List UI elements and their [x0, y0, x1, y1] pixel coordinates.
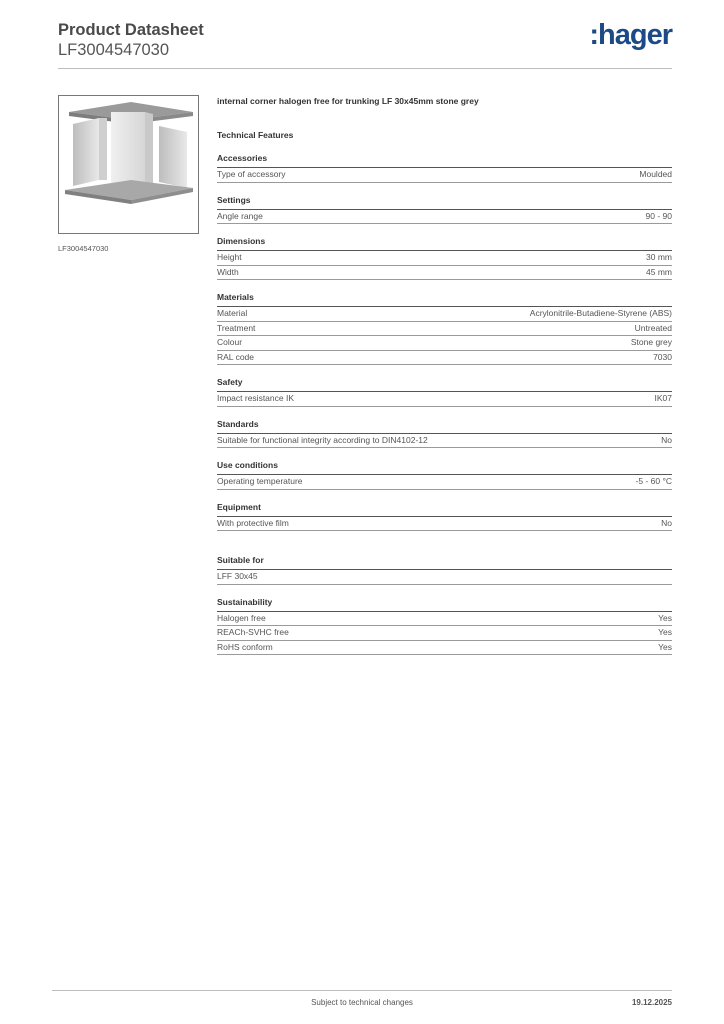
- section-safety: [217, 377, 672, 407]
- product-description: internal corner halogen free for trunking LF 30x45mm stone grey: [217, 96, 479, 106]
- section-accessories: [217, 153, 672, 183]
- feature-row: [217, 210, 672, 225]
- section-sustainability: [217, 597, 672, 656]
- feature-row: [217, 626, 672, 641]
- feature-value: Yes: [658, 612, 672, 623]
- corner-piece-illustration: [59, 96, 198, 233]
- section-use-conditions: [217, 460, 672, 490]
- section-title: Materials: [217, 292, 672, 307]
- product-code: LF3004547030: [58, 41, 170, 59]
- section-title: Sustainability: [217, 597, 672, 612]
- feature-row: [217, 434, 672, 449]
- feature-sections: [217, 153, 672, 655]
- section-dimensions: [217, 236, 672, 280]
- hager-logo: :hager: [589, 19, 672, 51]
- feature-value: Untreated: [634, 322, 672, 333]
- feature-label: Type of accessory: [217, 169, 286, 179]
- feature-value: No: [661, 517, 672, 528]
- feature-value: Yes: [658, 641, 672, 652]
- feature-label: RAL code: [217, 351, 255, 362]
- feature-label: Material: [217, 308, 248, 318]
- feature-row: [217, 641, 672, 656]
- feature-label: With protective film: [217, 517, 289, 528]
- feature-value: 90 - 90: [645, 210, 672, 221]
- feature-value: Acrylonitrile-Butadiene-Styrene (ABS): [529, 308, 672, 318]
- section-title: Dimensions: [217, 236, 672, 251]
- feature-label: RoHS conform: [217, 641, 273, 652]
- section-materials: [217, 292, 672, 365]
- feature-value: No: [661, 434, 672, 445]
- footer-divider: [52, 990, 672, 991]
- section-title: Accessories: [217, 153, 672, 168]
- feature-label: Height: [217, 252, 242, 262]
- header-divider: [58, 68, 672, 69]
- feature-value: 45 mm: [646, 266, 672, 277]
- feature-row: [217, 612, 672, 627]
- section-title: Suitable for: [217, 555, 672, 570]
- document-title: Product Datasheet: [58, 21, 204, 39]
- section-title: Equipment: [217, 502, 672, 517]
- page-header: [58, 20, 672, 60]
- feature-label: Impact resistance IK: [217, 393, 295, 403]
- product-details: [217, 95, 672, 655]
- feature-row: [217, 351, 672, 366]
- feature-row: [217, 307, 672, 322]
- product-image: [58, 95, 199, 234]
- image-caption: LF3004547030: [58, 244, 109, 253]
- feature-row: [217, 392, 672, 407]
- feature-row: [217, 168, 672, 183]
- feature-label: Width: [217, 266, 239, 277]
- feature-value: 30 mm: [646, 252, 672, 262]
- feature-value: -5 - 60 °C: [635, 476, 672, 486]
- feature-row: [217, 336, 672, 351]
- footer-note: Subject to technical changes: [311, 998, 413, 1007]
- feature-label: Treatment: [217, 322, 256, 333]
- technical-features-heading: Technical Features: [217, 130, 294, 140]
- feature-value: Stone grey: [630, 337, 672, 347]
- section-title: Safety: [217, 377, 672, 392]
- feature-value: IK07: [654, 393, 672, 403]
- section-title: Use conditions: [217, 460, 672, 475]
- feature-value: Yes: [658, 627, 672, 637]
- section-suitable-for: [217, 555, 672, 585]
- section-standards: [217, 419, 672, 449]
- feature-row: [217, 517, 672, 532]
- section-title: Standards: [217, 419, 672, 434]
- feature-row: [217, 475, 672, 490]
- feature-label: REACh-SVHC free: [217, 627, 289, 637]
- feature-label: Angle range: [217, 210, 263, 221]
- section-title: Settings: [217, 195, 672, 210]
- feature-row: [217, 251, 672, 266]
- feature-label: Halogen free: [217, 612, 266, 623]
- section-equipment: [217, 502, 672, 532]
- feature-label: LFF 30x45: [217, 571, 258, 581]
- section-settings: [217, 195, 672, 225]
- feature-value: 7030: [653, 351, 672, 362]
- feature-label: Operating temperature: [217, 476, 303, 486]
- feature-label: Colour: [217, 337, 243, 347]
- feature-row: [217, 322, 672, 337]
- footer-date: 19.12.2025: [631, 998, 672, 1007]
- feature-row: [217, 266, 672, 281]
- feature-label: Suitable for functional integrity according to DIN4102-12: [217, 434, 428, 445]
- feature-row: [217, 570, 672, 585]
- feature-value: Moulded: [639, 169, 672, 179]
